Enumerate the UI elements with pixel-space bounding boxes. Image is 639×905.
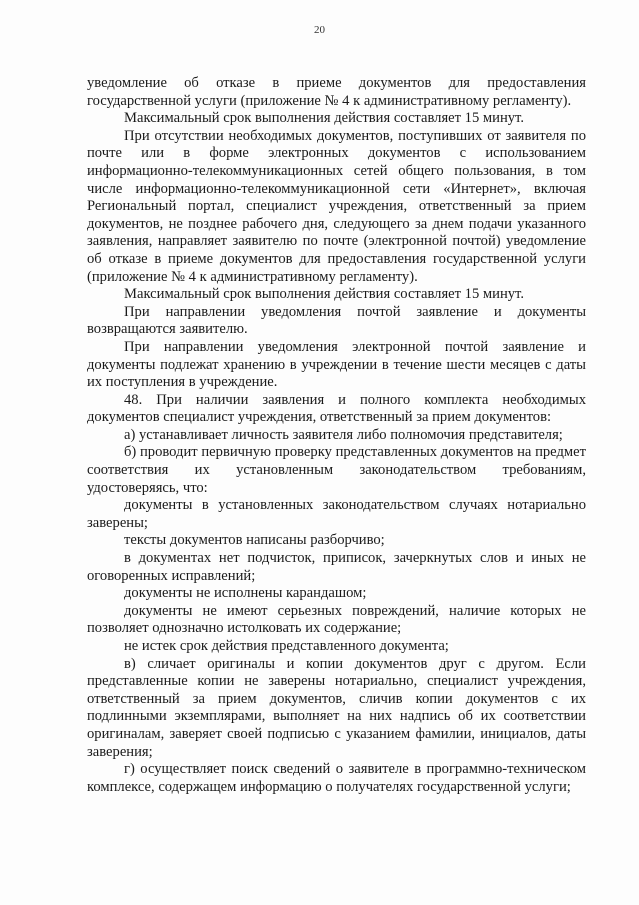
paragraph-7: 48. При наличии заявления и полного комплекта необходимых документов специалист учреждения, ответственный за прием документов: <box>87 391 586 426</box>
paragraph-15: не истек срок действия представленного документа; <box>124 638 449 654</box>
page-number: 20 <box>314 24 325 36</box>
document-body <box>87 75 586 796</box>
paragraph-10: документы в установленных законодательством случаях нотариально заверены; <box>87 497 586 531</box>
paragraph-9: б) проводит первичную проверку представленных документов на предмет соответствия их установленным законодательством требованиям, удостоверяясь, что: <box>87 444 586 496</box>
paragraph-13: документы не исполнены карандашом; <box>124 585 367 602</box>
paragraph-17: г) осуществляет поиск сведений о заявителе в программно-техническом комплексе, содержащем информацию о получателях государственной услуги; <box>87 761 586 795</box>
paragraph-8: а) устанавливает личность заявителя либо полномочия представителя; <box>124 426 563 443</box>
paragraph-5: При направлении уведомления почтой заявление и документы возвращаются заявителю. <box>87 303 586 338</box>
paragraph-16: в) сличает оригиналы и копии документов друг с другом. Если представленные копии не заверены нотариально, специалист учреждения, ответственный за прием документов, сличив копии документов с их подлинными экземплярами, выполняет на них надпись об их соответствии оригиналам, заверяет своей подписью с указанием фамилии, инициалов, даты заверения; <box>87 655 586 760</box>
paragraph-11: тексты документов написаны разборчиво; <box>124 532 385 549</box>
paragraph-3: При отсутствии необходимых документов, поступивших от заявителя по почте или в форме электронных документов с использованием информационно-телекоммуникационных сетей общего пользования, в том числе информационно-телекоммуникационной сети «Интернет», включая Региональный портал, специалист учреждения, ответственный за прием документов, не позднее рабочего дня, следующего за днем подачи указанного заявления, направляет заявителю по почте (электронной почтой) уведомление об отказе в приеме документов для предоставления государственной услуги (приложение № 4 к административному регламенту). <box>87 127 586 285</box>
paragraph-12: в документах нет подчисток, приписок, зачеркнутых слов и иных не оговоренных исправлений; <box>87 550 586 584</box>
paragraph-1: уведомление об отказе в приеме документов для предоставления государственной услуги (приложение № 4 к административному регламенту). <box>87 75 586 109</box>
paragraph-14: документы не имеют серьезных повреждений, наличие которых не позволяет однозначно истолковать их содержание; <box>87 602 586 637</box>
paragraph-4: Максимальный срок выполнения действия составляет 15 минут. <box>124 286 524 303</box>
paragraph-2: Максимальный срок выполнения действия составляет 15 минут. <box>124 110 524 127</box>
paragraph-6: При направлении уведомления электронной почтой заявление и документы подлежат хранению в учреждении в течение шести месяцев с даты их поступления в учреждение. <box>87 338 586 391</box>
